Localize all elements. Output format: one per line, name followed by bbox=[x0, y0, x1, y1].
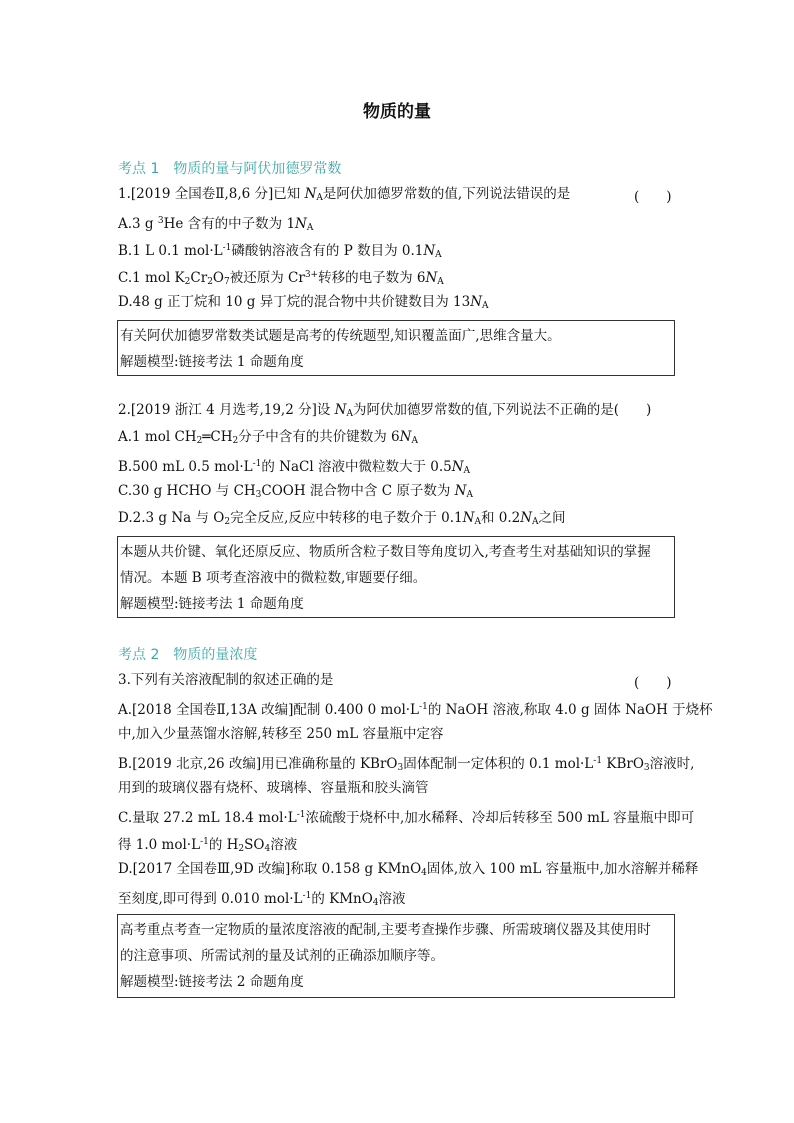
q2-analysis-box bbox=[117, 536, 675, 618]
q2-option-b: B.500 mL 0.5 $mol\cdot L^{-1}$的 NaCl 溶液中微粒数大于 $0.5N_A$ bbox=[118, 459, 471, 476]
q3-option-b-line2: 用到的玻璃仪器有烧杯、玻璃棒、容量瓶和胶头滴管 bbox=[118, 780, 429, 796]
q3-option-d-line2: 至刻度,即可得到 0.010 $mol\cdot L^{-1}$的 KMnO$_4$溶液 bbox=[118, 891, 406, 908]
q3-option-b-line1: B.[2019 北京,26 改编]用已准确称量的 KBrO$_3$固体配制一定体积的 0.1 $mol\cdot L^{-1}$ KBrO$_3$溶液时, bbox=[118, 756, 695, 773]
q3-option-a-line2: 中,加入少量蒸馏水溶解,转移至 250 mL 容量瓶中定容 bbox=[118, 726, 444, 742]
q3-analysis-text-1: 高考重点考查一定物质的量浓度溶液的配制,主要考查操作步骤、所需玻璃仪器及其使用时 bbox=[120, 922, 651, 938]
q3-answer-bracket: ( ) bbox=[634, 675, 672, 691]
q2-stem: 2.[2019 浙江 4 月选考,19,2 分]设 $N_A$为阿伏加德罗常数的值,下列说法不正确的是( ) bbox=[118, 402, 652, 419]
q1-stem: 1.[2019 全国卷Ⅱ,8,6 分]已知 $N_A$是阿伏加德罗常数的值,下列说法错误的是 bbox=[118, 186, 571, 203]
q2-option-a: A.1 mol $CH_2═CH_2$分子中含有的共价键数为 $6N_A$ bbox=[118, 429, 418, 446]
q3-stem: 3.下列有关溶液配制的叙述正确的是 bbox=[118, 672, 334, 688]
q1-option-a: A.3 g $^3$He 含有的中子数为 $1N_A$ bbox=[118, 216, 314, 233]
q1-analysis-text: 有关阿伏加德罗常数类试题是高考的传统题型,知识覆盖面广,思维含量大。 bbox=[120, 328, 561, 344]
q1-answer-bracket: ( ) bbox=[634, 189, 672, 205]
q3-analysis-box bbox=[117, 914, 675, 998]
q3-model-link: 解题模型:链接考法 2 命题角度 bbox=[120, 974, 304, 990]
q3-option-c-line1: C.量取 27.2 mL 18.4 $mol\cdot L^{-1}$浓硫酸于烧杯中,加水稀释、冷却后转移至 500 mL 容量瓶中即可 bbox=[118, 810, 695, 826]
q3-option-c-line2: 得 1.0 $mol\cdot L^{-1}$的 $H_2SO_4$溶液 bbox=[118, 837, 298, 854]
q3-option-d-line1: D.[2017 全国卷Ⅲ,9D 改编]称取 0.158 g KMnO$_4$固体,放入 100 mL 容量瓶中,加水溶解并稀释 bbox=[118, 861, 699, 878]
q2-analysis-text-1: 本题从共价键、氧化还原反应、物质所含粒子数目等角度切入,考查考生对基础知识的掌握 bbox=[120, 544, 651, 560]
q2-model-link: 解题模型:链接考法 1 命题角度 bbox=[120, 596, 304, 612]
q3-analysis-text-2: 的注意事项、所需试剂的量及试剂的正确添加顺序等。 bbox=[120, 948, 444, 964]
q1-option-c: C.1 mol $K_2Cr_2O_7$被还原为 $Cr^{3+}$转移的电子数为 $6N_A$ bbox=[118, 270, 444, 287]
q2-option-c: C.30 g HCHO 与 $CH_3COOH$ 混合物中含 C 原子数为 $N_A$ bbox=[118, 483, 473, 500]
q1-analysis-box bbox=[117, 320, 675, 376]
q2-analysis-text-2: 情况。本题 B 项考查溶液中的微粒数,审题要仔细。 bbox=[120, 570, 427, 586]
q2-option-d: D.2.3 g Na 与 $O_2$完全反应,反应中转移的电子数介于 $0.1N_A$和 $0.2N_A$之间 bbox=[118, 510, 566, 527]
section-heading-2: 考点 2 物质的量浓度 bbox=[118, 647, 258, 663]
section-heading-1: 考点 1 物质的量与阿伏加德罗常数 bbox=[118, 161, 342, 177]
q1-option-b: B.1 L 0.1 $mol\cdot L^{-1}$磷酸钠溶液含有的 P 数目为 $0.1N_A$ bbox=[118, 243, 442, 260]
q1-option-d: D.48 g 正丁烷和 10 g 异丁烷的混合物中共价键数目为 $13N_A$ bbox=[118, 294, 489, 311]
q1-model-link: 解题模型:链接考法 1 命题角度 bbox=[120, 354, 304, 370]
q3-option-a-line1: A.[2018 全国卷Ⅱ,13A 改编]配制 0.400 0 $mol\cdot L^{-1}$的 NaOH 溶液,称取 4.0 g 固体 NaOH 于烧杯 bbox=[118, 702, 713, 718]
page-title: 物质的量 bbox=[363, 102, 431, 122]
